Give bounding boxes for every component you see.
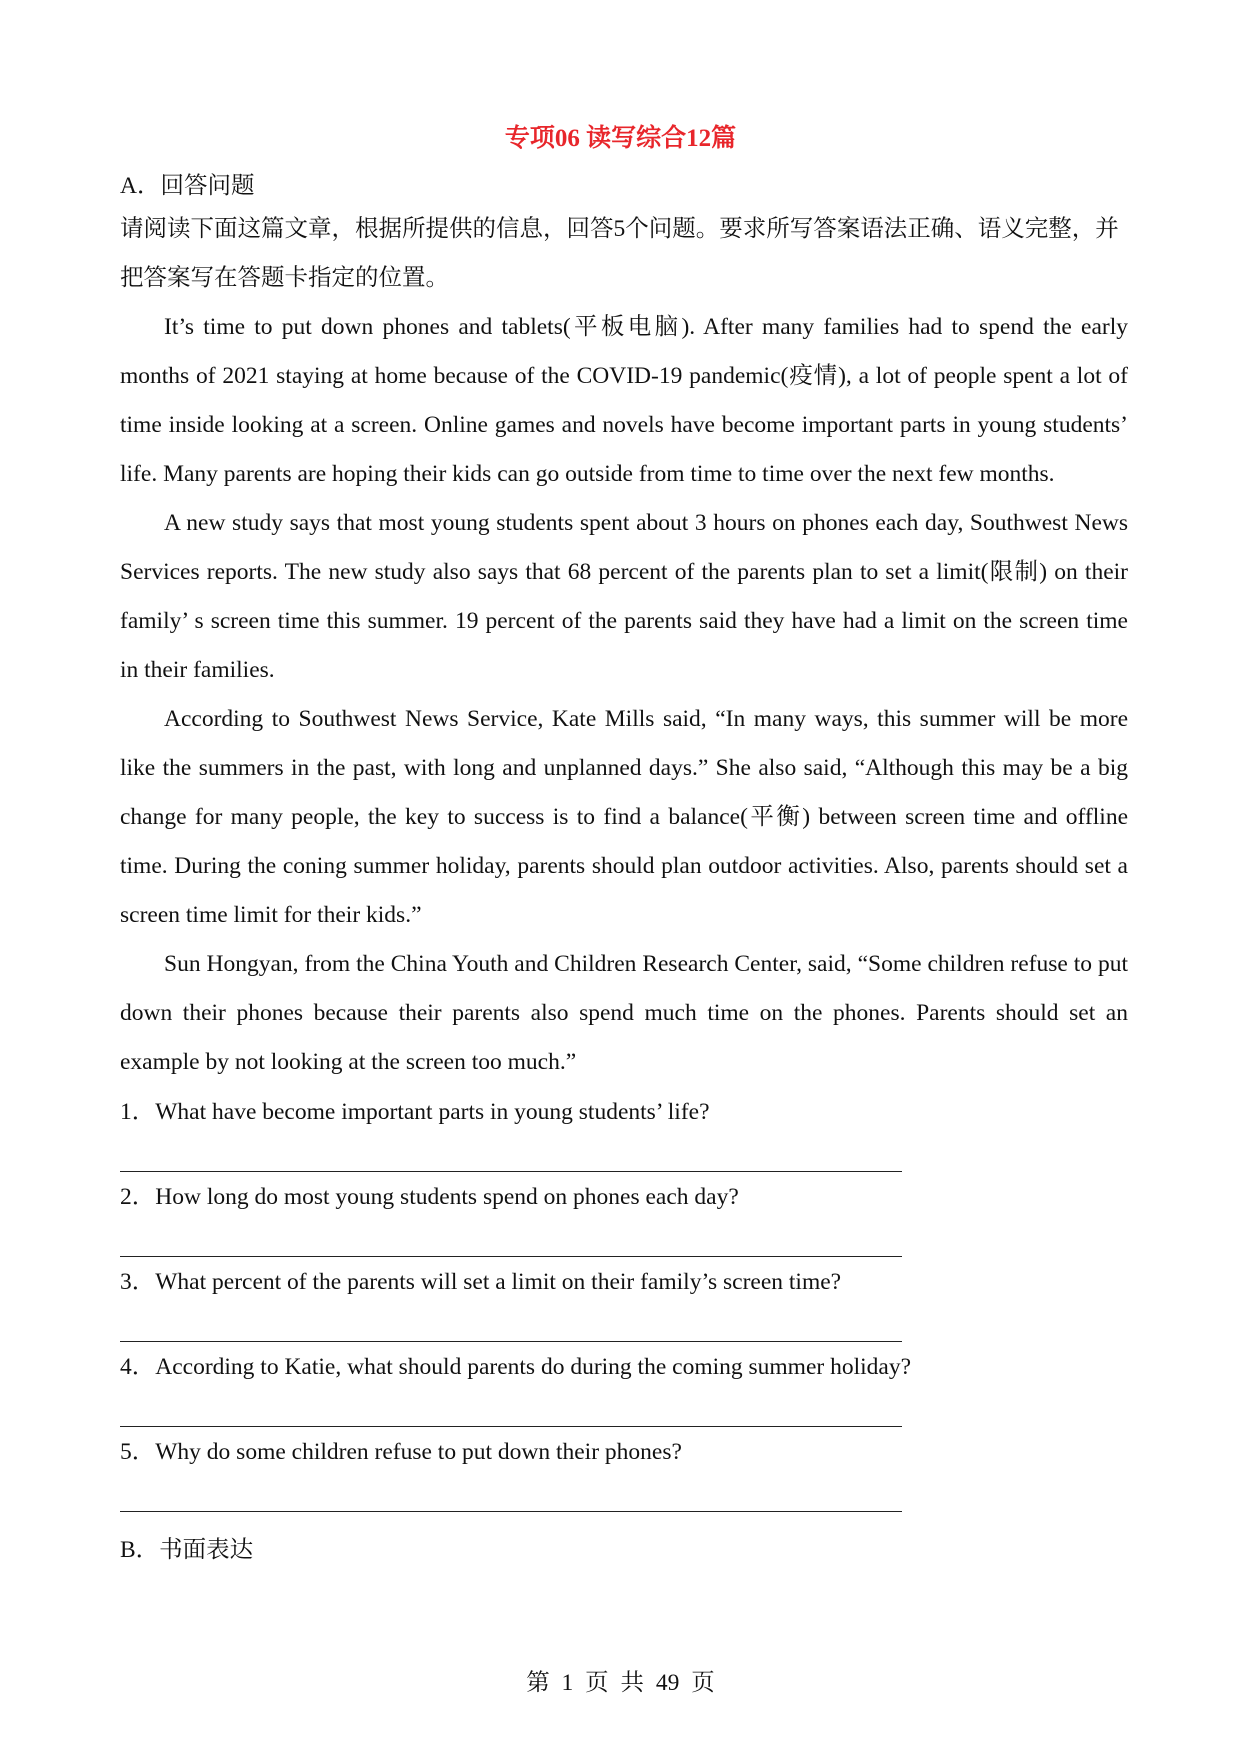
passage-paragraph-4: Sun Hongyan, from the China Youth and Children Research Center, said, “Some children refuse to put down their phones because their parents also spend much time on the phones. Parents should set an example by not looking at the screen too much.” bbox=[120, 951, 1128, 1075]
page-title: 专项06 读写综合12篇 bbox=[504, 125, 737, 152]
passage-paragraph-3: According to Southwest News Service, Kate Mills said, “In many ways, this summer will be more like the summers in the past, with long and unplanned days.” She also said, “Although this may be a big change for many people, the key to success is to find a balance(平衡) between screen time and offline time. During the coning summer holiday, parents should plan outdoor activities. Also, parents should set a screen time limit for their kids.” bbox=[120, 706, 1128, 928]
answer-line-2[interactable] bbox=[120, 1236, 902, 1257]
answer-line-3[interactable] bbox=[120, 1321, 902, 1342]
question-1: 1．What have become important parts in young students’ life? bbox=[120, 1099, 710, 1125]
answer-line-5[interactable] bbox=[120, 1491, 902, 1512]
question-3: 3．What percent of the parents will set a limit on their family’s screen time? bbox=[120, 1269, 842, 1295]
content bbox=[120, 168, 1128, 1569]
question-2: 2．How long do most young students spend on phones each day? bbox=[120, 1184, 739, 1210]
answer-line-4[interactable] bbox=[120, 1406, 902, 1427]
answer-line-1[interactable] bbox=[120, 1151, 902, 1172]
passage-paragraph-1: It’s time to put down phones and tablets(平板电脑). After many families had to spend the early months of 2021 staying at home because of the COVID-19 pandemic(疫情), a lot of people spent a lot of time inside looking at a screen. Online games and novels have become important parts in young students’ life. Many parents are hoping their kids can go outside from time to time over the next few months. bbox=[120, 314, 1128, 487]
section-b-heading: B．书面表达 bbox=[120, 1537, 254, 1563]
page-footer: 第 1 页 共 49 页 bbox=[526, 1670, 715, 1696]
section-a-instructions: 请阅读下面这篇文章，根据所提供的信息，回答5个问题。要求所写答案语法正确、语义完整，并把答案写在答题卡指定的位置。 bbox=[120, 216, 1119, 291]
question-5: 5．Why do some children refuse to put down their phones? bbox=[120, 1439, 682, 1465]
question-4: 4．According to Katie, what should parents do during the coming summer holiday? bbox=[120, 1354, 912, 1380]
passage-paragraph-2: A new study says that most young students spent about 3 hours on phones each day, Southwest News Services reports. The new study also says that 68 percent of the parents plan to set a limit(限制) on their family’ s screen time this summer. 19 percent of the parents said they have had a limit on the screen time in their families. bbox=[120, 510, 1128, 683]
section-a-heading: A．回答问题 bbox=[120, 173, 255, 199]
